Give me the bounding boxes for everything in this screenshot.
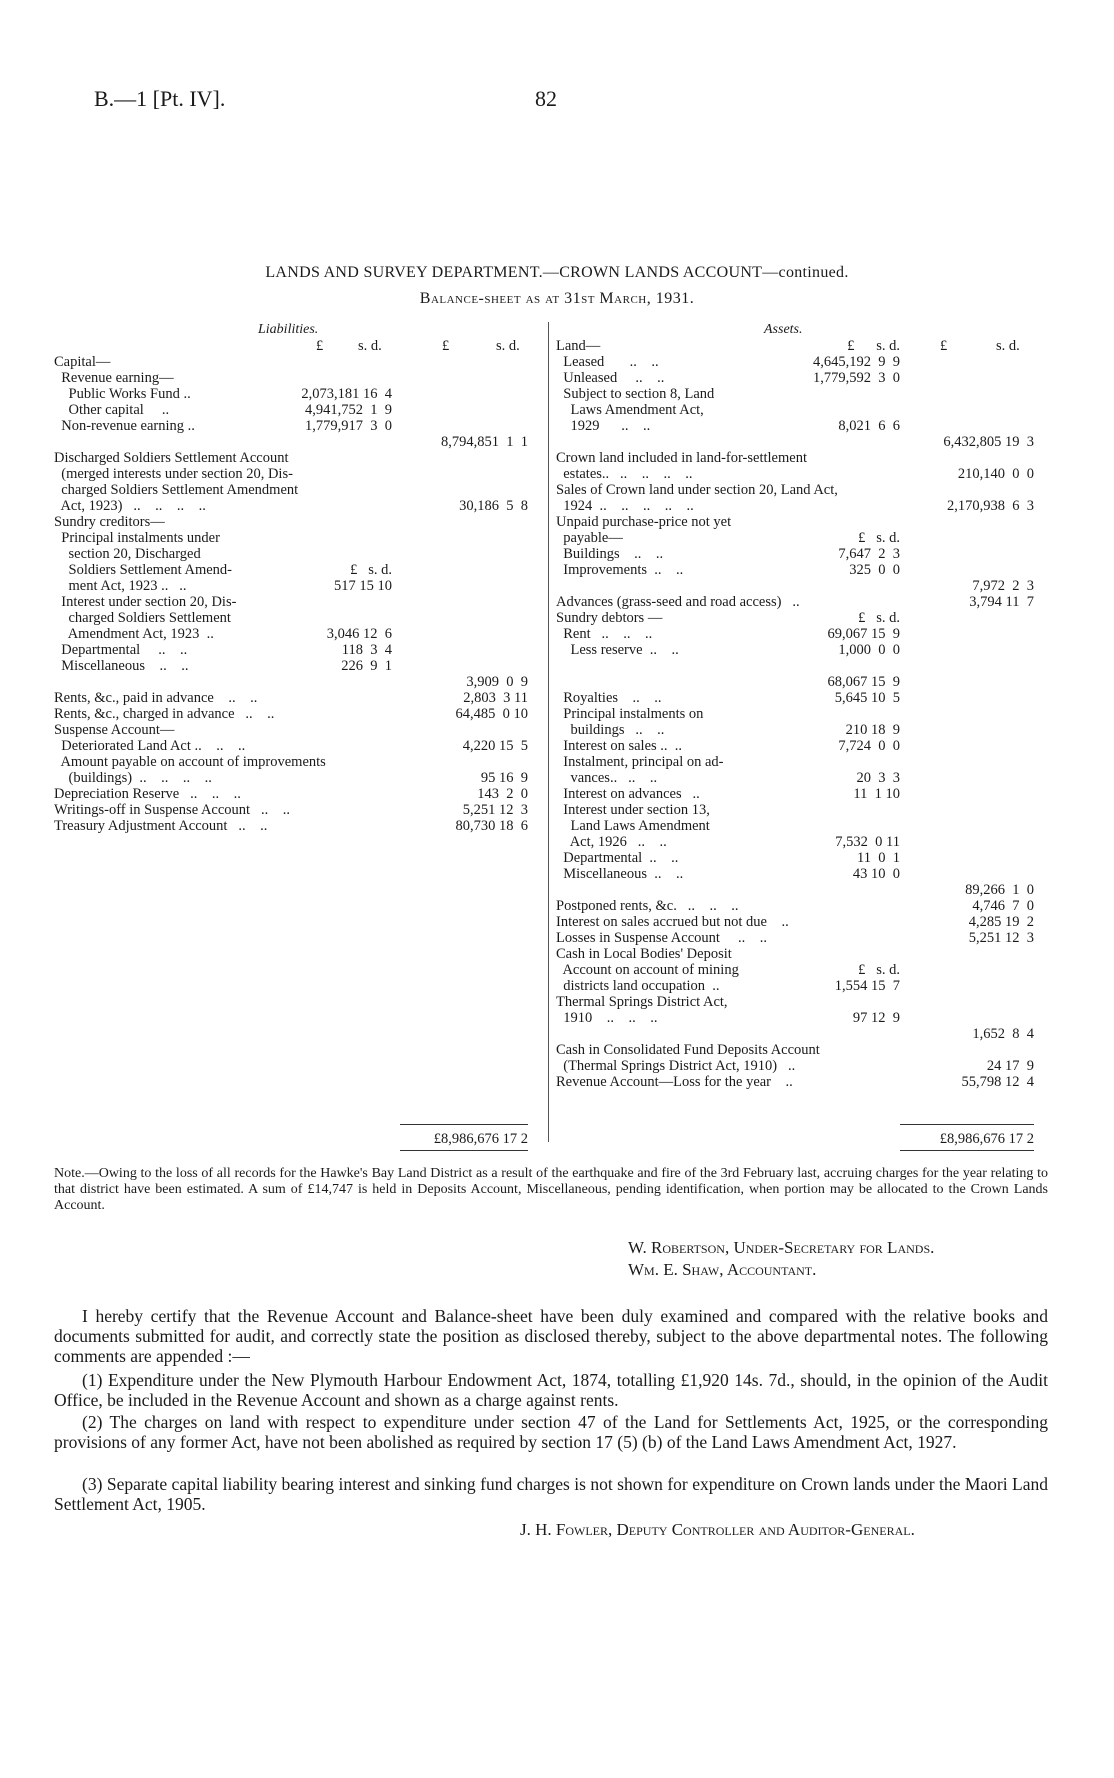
asset-line-text: Sundry debtors —	[556, 610, 663, 626]
page-number: 82	[535, 86, 557, 111]
liabilities-pound-header: £	[316, 338, 324, 354]
asset-line-subamount: 4,645,192 9 9	[813, 354, 900, 370]
signatory-under-secretary: W. Robertson, Under-Secretary for Lands.	[628, 1238, 935, 1257]
asset-line-text: Land—	[556, 338, 601, 354]
liability-line-text: Public Works Fund ..	[54, 386, 191, 402]
asset-line-amount: 210,140 0 0	[957, 466, 1034, 482]
liability-line-text: Sundry creditors—	[54, 514, 165, 530]
asset-line-subamount: 325 0 0	[849, 562, 900, 578]
liability-line-subamount: 4,941,752 1 9	[305, 402, 392, 418]
liability-line-text: Departmental .. ..	[54, 642, 188, 658]
liability-line-text: Deteriorated Land Act .. .. ..	[54, 738, 246, 754]
liability-line-text: section 20, Discharged	[54, 546, 201, 562]
liability-line-amount: 3,909 0 9	[466, 674, 528, 690]
assets-total-double-rule	[900, 1150, 1034, 1151]
asset-line-text: Laws Amendment Act,	[556, 402, 704, 418]
asset-line-text: Sales of Crown land under section 20, Land Act,	[556, 482, 838, 498]
asset-line-text: Miscellaneous .. ..	[556, 866, 684, 882]
asset-line-text: Rent .. .. ..	[556, 626, 653, 642]
liability-line-text: Capital—	[54, 354, 111, 370]
asset-line-text: Leased .. ..	[556, 354, 659, 370]
asset-line-text: Revenue Account—Loss for the year ..	[556, 1074, 793, 1090]
liabilities-total-sd-header: s. d.	[496, 338, 520, 354]
liability-line-text: charged Soldiers Settlement Amendment	[54, 482, 299, 498]
asset-line-amount: 7,972 2 3	[972, 578, 1034, 594]
asset-line-text: Buildings .. ..	[556, 546, 664, 562]
liability-line-subamount: 226 9 1	[341, 658, 392, 674]
liability-line-amount: 64,485 0 10	[455, 706, 528, 722]
column-divider	[548, 322, 549, 1142]
asset-line-text: Losses in Suspense Account .. ..	[556, 930, 768, 946]
asset-line-text: Thermal Springs District Act,	[556, 994, 728, 1010]
liability-line-text: Suspense Account—	[54, 722, 175, 738]
asset-line-text: Interest under section 13,	[556, 802, 710, 818]
asset-line-text: Improvements .. ..	[556, 562, 684, 578]
asset-line-text: Act, 1926 .. ..	[556, 834, 667, 850]
asset-line-subamount: £ s. d.	[858, 962, 900, 978]
asset-line-subamount: 1,000 0 0	[838, 642, 900, 658]
asset-line-subamount: 43 10 0	[852, 866, 900, 882]
asset-line-subamount: 20 3 3	[856, 770, 900, 786]
asset-line-text: Advances (grass-seed and road access) ..	[556, 594, 800, 610]
asset-line-text: vances.. .. ..	[556, 770, 658, 786]
liabilities-heading: Liabilities.	[258, 322, 319, 337]
liability-line-text: Amendment Act, 1923 ..	[54, 626, 214, 642]
liability-line-amount: 8,794,851 1 1	[441, 434, 528, 450]
asset-line-subamount: 11 0 1	[857, 850, 900, 866]
asset-line-subamount: £ s. d.	[858, 610, 900, 626]
liability-line-amount: 5,251 12 3	[462, 802, 528, 818]
liability-line-text: Rents, &c., paid in advance .. ..	[54, 690, 258, 706]
asset-line-text: (Thermal Springs District Act, 1910) ..	[556, 1058, 796, 1074]
assets-heading: Assets.	[764, 322, 803, 337]
liability-line-text: charged Soldiers Settlement	[54, 610, 231, 626]
asset-line-text: Interest on sales accrued but not due ..	[556, 914, 789, 930]
liability-line-text: Miscellaneous .. ..	[54, 658, 189, 674]
liability-line-subamount: 118 3 4	[341, 642, 392, 658]
certificate-paragraph: I hereby certify that the Revenue Account and Balance-sheet have been duly examined and compared with the relative books and documents submitted for audit, and correctly state the position as disclosed thereby, subject to the above departmental notes. The following comments are appended :—	[54, 1306, 1048, 1366]
asset-line-text: Less reserve .. ..	[556, 642, 679, 658]
asset-line-amount: 2,170,938 6 3	[947, 498, 1034, 514]
liability-line-subamount: 517 15 10	[334, 578, 392, 594]
liability-line-amount: 2,803 3 11	[463, 690, 528, 706]
asset-line-text: Cash in Local Bodies' Deposit	[556, 946, 732, 962]
asset-line-text: Interest on advances ..	[556, 786, 700, 802]
liability-line-text: Other capital ..	[54, 402, 170, 418]
liability-line-text: Amount payable on account of improvements	[54, 754, 326, 770]
asset-line-text: Departmental .. ..	[556, 850, 679, 866]
note-paragraph: Note.—Owing to the loss of all records for the Hawke's Bay Land District as a result of the earthquake and fire of the 3rd February last, accruing charges for the year relating to that district have been estimated. A sum of £14,747 is held in Deposits Account, Miscellaneous, pending identification, when portion may be allocated to the Crown Lands Account.	[54, 1166, 1048, 1213]
auditor-signature: J. H. Fowler, Deputy Controller and Auditor-General.	[520, 1520, 915, 1539]
asset-line-text: 1924 .. .. .. .. ..	[556, 498, 694, 514]
liability-line-text: (buildings) .. .. .. ..	[54, 770, 212, 786]
asset-line-text: Crown land included in land-for-settlement	[556, 450, 807, 466]
asset-line-text: Unpaid purchase-price not yet	[556, 514, 732, 530]
asset-line-subamount: 68,067 15 9	[827, 674, 900, 690]
asset-line-subamount: £ s. d.	[847, 338, 900, 354]
liability-line-amount: 143 2 0	[477, 786, 528, 802]
asset-line-text: Land Laws Amendment	[556, 818, 710, 834]
asset-line-text: Subject to section 8, Land	[556, 386, 715, 402]
asset-line-text: Account on account of mining	[556, 962, 739, 978]
asset-line-amount: 5,251 12 3	[968, 930, 1034, 946]
liability-line-text: Principal instalments under	[54, 530, 220, 546]
asset-line-text: Royalties .. ..	[556, 690, 662, 706]
document-reference: B.—1 [Pt. IV].	[94, 86, 226, 111]
liabilities-total-double-rule	[400, 1150, 528, 1151]
asset-line-amount: 89,266 1 0	[965, 882, 1034, 898]
asset-line-text: estates.. .. .. .. ..	[556, 466, 693, 482]
assets-total: £8,986,676 17 2	[939, 1131, 1034, 1147]
liabilities-total: £8,986,676 17 2	[433, 1131, 528, 1147]
liability-line-amount: 30,186 5 8	[459, 498, 528, 514]
liability-line-text: Revenue earning—	[54, 370, 174, 386]
comment-2: (2) The charges on land with respect to expenditure under section 47 of the Land for Settlements Act, 1925, or the corresponding provisions of any former Act, have not been abolished as required by section 17 (5) (b) of the Land Laws Amendment Act, 1927.	[54, 1412, 1048, 1452]
asset-line-amount: 4,746 7 0	[972, 898, 1034, 914]
asset-line-subamount: 7,724 0 0	[838, 738, 900, 754]
asset-line-text: Principal instalments on	[556, 706, 704, 722]
asset-line-amount: 4,285 19 2	[968, 914, 1034, 930]
liability-line-amount: 80,730 18 6	[455, 818, 528, 834]
assets-total-pound-header: £	[940, 338, 948, 354]
liability-line-text: ment Act, 1923 .. ..	[54, 578, 187, 594]
asset-line-subamount: 97 12 9	[852, 1010, 900, 1026]
asset-line-subamount: 1,779,592 3 0	[813, 370, 900, 386]
liabilities-total-pound-header: £	[442, 338, 450, 354]
signatory-accountant: Wm. E. Shaw, Accountant.	[628, 1260, 817, 1279]
asset-line-subamount: £ s. d.	[858, 530, 900, 546]
asset-line-subamount: 11 1 10	[853, 786, 900, 802]
asset-line-subamount: 1,554 15 7	[834, 978, 900, 994]
asset-line-amount: 6,432,805 19 3	[943, 434, 1034, 450]
liability-line-subamount: £ s. d.	[350, 562, 392, 578]
liabilities-total-rule	[400, 1124, 528, 1125]
liability-line-text: Non-revenue earning ..	[54, 418, 195, 434]
asset-line-amount: 24 17 9	[986, 1058, 1034, 1074]
liability-line-subamount: 2,073,181 16 4	[301, 386, 392, 402]
asset-line-subamount: 69,067 15 9	[827, 626, 900, 642]
liability-line-text: Writings-off in Suspense Account .. ..	[54, 802, 290, 818]
liability-line-text: Discharged Soldiers Settlement Account	[54, 450, 289, 466]
comment-3: (3) Separate capital liability bearing interest and sinking fund charges is not shown for expenditure on Crown lands under the Maori Land Settlement Act, 1905.	[54, 1474, 1048, 1514]
liabilities-sd-header: s. d.	[358, 338, 382, 354]
asset-line-amount: 55,798 12 4	[961, 1074, 1034, 1090]
liability-line-text: Depreciation Reserve .. .. ..	[54, 786, 241, 802]
comment-1: (1) Expenditure under the New Plymouth Harbour Endowment Act, 1874, totalling £1,920 14s. 7d., should, in the opinion of the Audit Office, be included in the Revenue Account and shown as a charge against rents.	[54, 1370, 1048, 1410]
asset-line-subamount: 7,647 2 3	[838, 546, 900, 562]
asset-line-text: 1910 .. .. ..	[556, 1010, 658, 1026]
asset-line-text: Unleased .. ..	[556, 370, 665, 386]
assets-total-rule	[900, 1124, 1034, 1125]
asset-line-text: payable—	[556, 530, 623, 546]
liability-line-text: Act, 1923) .. .. .. ..	[54, 498, 206, 514]
liability-line-amount: 95 16 9	[480, 770, 528, 786]
asset-line-amount: 1,652 8 4	[972, 1026, 1034, 1042]
liability-line-text: Treasury Adjustment Account .. ..	[54, 818, 268, 834]
page-title: LANDS AND SURVEY DEPARTMENT.—CROWN LANDS ACCOUNT—continued.	[265, 264, 849, 281]
liability-line-subamount: 1,779,917 3 0	[305, 418, 392, 434]
asset-line-text: Interest on sales .. ..	[556, 738, 683, 754]
page-subtitle: Balance-sheet as at 31st March, 1931.	[419, 290, 695, 307]
assets-total-sd-header: s. d.	[996, 338, 1020, 354]
liability-line-amount: 4,220 15 5	[462, 738, 528, 754]
asset-line-subamount: 5,645 10 5	[834, 690, 900, 706]
asset-line-amount: 3,794 11 7	[969, 594, 1034, 610]
asset-line-text: 1929 .. ..	[556, 418, 651, 434]
liability-line-text: (merged interests under section 20, Dis-	[54, 466, 293, 482]
liability-line-text: Interest under section 20, Dis-	[54, 594, 237, 610]
asset-line-text: Cash in Consolidated Fund Deposits Account	[556, 1042, 820, 1058]
asset-line-subamount: 210 18 9	[845, 722, 900, 738]
asset-line-subamount: 8,021 6 6	[838, 418, 900, 434]
asset-line-text: Instalment, principal on ad-	[556, 754, 724, 770]
asset-line-text: districts land occupation ..	[556, 978, 720, 994]
asset-line-text: Postponed rents, &c. .. .. ..	[556, 898, 739, 914]
liability-line-text: Soldiers Settlement Amend-	[54, 562, 233, 578]
liability-line-text: Rents, &c., charged in advance .. ..	[54, 706, 275, 722]
asset-line-subamount: 7,532 0 11	[835, 834, 900, 850]
asset-line-text: buildings .. ..	[556, 722, 665, 738]
liability-line-subamount: 3,046 12 6	[326, 626, 392, 642]
